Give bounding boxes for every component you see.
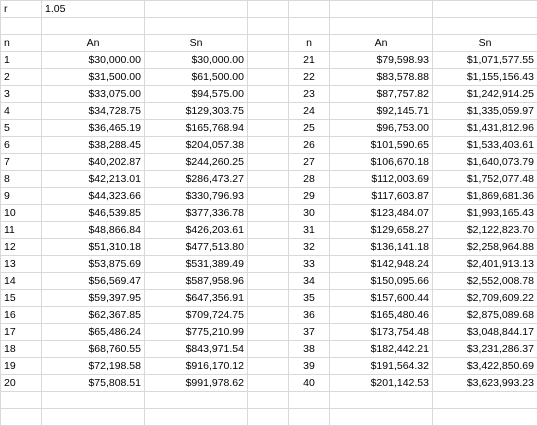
cell[interactable] [42,409,145,426]
cell-an[interactable]: $142,948.24 [330,256,433,273]
cell-an[interactable]: $56,569.47 [42,273,145,290]
cell-an[interactable]: $38,288.45 [42,137,145,154]
cell-an[interactable]: $157,600.44 [330,290,433,307]
cell[interactable] [248,69,289,86]
cell[interactable] [248,222,289,239]
cell[interactable] [1,18,42,35]
cell-n[interactable]: 10 [1,205,42,222]
cell[interactable] [248,1,289,18]
cell-sn[interactable]: $426,203.61 [145,222,248,239]
cell-an[interactable]: $87,757.82 [330,86,433,103]
cell-n[interactable]: 26 [289,137,330,154]
cell[interactable] [433,409,537,426]
table-row [1,341,537,358]
cell-an[interactable]: $75,808.51 [42,375,145,392]
cell[interactable] [248,358,289,375]
cell-n[interactable]: 15 [1,290,42,307]
cell-an[interactable]: $201,142.53 [330,375,433,392]
cell[interactable] [248,341,289,358]
cell[interactable] [42,18,145,35]
cell-sn[interactable]: $2,875,089.68 [433,307,537,324]
cell[interactable] [433,1,537,18]
cell-n[interactable]: 16 [1,307,42,324]
cell[interactable] [145,1,248,18]
cell-n[interactable]: 4 [1,103,42,120]
cell-n[interactable]: 29 [289,188,330,205]
cell-an[interactable]: $92,145.71 [330,103,433,120]
cell-sn[interactable]: $94,575.00 [145,86,248,103]
cell-sn[interactable]: $1,155,156.43 [433,69,537,86]
cell-an[interactable]: $129,658.27 [330,222,433,239]
cell-n[interactable]: 11 [1,222,42,239]
cell-n[interactable]: 13 [1,256,42,273]
table-row [1,239,537,256]
cell-n[interactable]: 35 [289,290,330,307]
spreadsheet-row [1,18,537,35]
cell-an[interactable]: $51,310.18 [42,239,145,256]
cell[interactable] [248,86,289,103]
table-row [1,171,537,188]
cell-sn[interactable]: $30,000.00 [145,52,248,69]
header-n-right[interactable]: n [289,35,330,52]
cell-sn[interactable]: $477,513.80 [145,239,248,256]
cell-an[interactable]: $106,670.18 [330,154,433,171]
cell-an[interactable]: $46,539.85 [42,205,145,222]
cell-an[interactable]: $165,480.46 [330,307,433,324]
cell[interactable] [248,103,289,120]
table-row [1,324,537,341]
cell-an[interactable]: $72,198.58 [42,358,145,375]
cell-n[interactable]: 17 [1,324,42,341]
cell[interactable] [145,409,248,426]
cell[interactable] [248,120,289,137]
header-an-right[interactable]: An [330,35,433,52]
cell-n[interactable]: 3 [1,86,42,103]
cell-sn[interactable]: $244,260.25 [145,154,248,171]
cell[interactable] [433,18,537,35]
cell-sn[interactable]: $61,500.00 [145,69,248,86]
cell-n[interactable]: 22 [289,69,330,86]
cell-sn[interactable]: $377,336.78 [145,205,248,222]
cell-n[interactable]: 9 [1,188,42,205]
table-row [1,290,537,307]
cell-an[interactable]: $40,202.87 [42,154,145,171]
header-sn-right[interactable]: Sn [433,35,537,52]
table-row [1,222,537,239]
cell-an[interactable]: $62,367.85 [42,307,145,324]
cell-n[interactable]: 18 [1,341,42,358]
cell[interactable] [248,256,289,273]
table-row [1,103,537,120]
cell-n[interactable]: 32 [289,239,330,256]
cell[interactable] [248,171,289,188]
cell-an[interactable]: $42,213.01 [42,171,145,188]
cell-an[interactable]: $150,095.66 [330,273,433,290]
cell-r-value[interactable]: 1.05 [42,1,145,18]
cell[interactable] [248,154,289,171]
cell-sn[interactable]: $1,640,073.79 [433,154,537,171]
cell-sn[interactable]: $3,422,850.69 [433,358,537,375]
cell[interactable] [289,392,330,409]
cell[interactable] [289,1,330,18]
cell[interactable] [248,239,289,256]
cell[interactable] [248,290,289,307]
cell-n[interactable]: 27 [289,154,330,171]
cell-n[interactable]: 23 [289,86,330,103]
cell-an[interactable]: $83,578.88 [330,69,433,86]
cell[interactable] [289,18,330,35]
cell-an[interactable]: $136,141.18 [330,239,433,256]
table-row [1,273,537,290]
cell[interactable] [248,137,289,154]
cell[interactable] [248,409,289,426]
cell-sn[interactable]: $2,401,913.13 [433,256,537,273]
cell[interactable] [145,18,248,35]
cell[interactable] [248,35,289,52]
table-row [1,154,537,171]
cell[interactable] [330,1,433,18]
cell-r-label[interactable]: r [1,1,42,18]
cell[interactable] [248,18,289,35]
cell-sn[interactable]: $1,752,077.48 [433,171,537,188]
cell-n[interactable]: 8 [1,171,42,188]
cell-sn[interactable]: $2,122,823.70 [433,222,537,239]
cell-an[interactable]: $53,875.69 [42,256,145,273]
cell-sn[interactable]: $1,335,059.97 [433,103,537,120]
cell-sn[interactable]: $165,768.94 [145,120,248,137]
cell-an[interactable]: $112,003.69 [330,171,433,188]
table-row [1,205,537,222]
cell-n[interactable]: 39 [289,358,330,375]
cell[interactable] [289,409,330,426]
cell-n[interactable]: 19 [1,358,42,375]
cell-an[interactable]: $79,598.93 [330,52,433,69]
cell-sn[interactable]: $1,869,681.36 [433,188,537,205]
cell-sn[interactable]: $3,623,993.23 [433,375,537,392]
table-row [1,375,537,392]
cell[interactable] [248,205,289,222]
header-an-left[interactable]: An [42,35,145,52]
cell-n[interactable]: 14 [1,273,42,290]
cell[interactable] [248,375,289,392]
cell[interactable] [248,392,289,409]
cell-sn[interactable]: $916,170.12 [145,358,248,375]
header-row [1,35,537,52]
cell-sn[interactable]: $531,389.49 [145,256,248,273]
cell-an[interactable]: $65,486.24 [42,324,145,341]
spreadsheet-row [1,409,537,426]
cell-n[interactable]: 5 [1,120,42,137]
cell[interactable] [145,392,248,409]
cell-sn[interactable]: $3,048,844.17 [433,324,537,341]
cell-sn[interactable]: $2,552,008.78 [433,273,537,290]
table-row [1,358,537,375]
table-row [1,137,537,154]
cell-sn[interactable]: $2,258,964.88 [433,239,537,256]
cell-n[interactable]: 38 [289,341,330,358]
cell-an[interactable]: $36,465.19 [42,120,145,137]
cell-sn[interactable]: $843,971.54 [145,341,248,358]
cell-n[interactable]: 25 [289,120,330,137]
cell-sn[interactable]: $129,303.75 [145,103,248,120]
cell-sn[interactable]: $1,071,577.55 [433,52,537,69]
cell-n[interactable]: 21 [289,52,330,69]
cell-n[interactable]: 28 [289,171,330,188]
cell[interactable] [433,392,537,409]
cell-sn[interactable]: $204,057.38 [145,137,248,154]
cell-an[interactable]: $59,397.95 [42,290,145,307]
cell-an[interactable]: $31,500.00 [42,69,145,86]
cell-an[interactable]: $182,442.21 [330,341,433,358]
cell-sn[interactable]: $1,242,914.25 [433,86,537,103]
cell-n[interactable]: 36 [289,307,330,324]
cell-an[interactable]: $123,484.07 [330,205,433,222]
cell-an[interactable]: $191,564.32 [330,358,433,375]
cell[interactable] [330,18,433,35]
cell[interactable] [1,409,42,426]
cell-an[interactable]: $68,760.55 [42,341,145,358]
header-sn-left[interactable]: Sn [145,35,248,52]
cell-n[interactable]: 1 [1,52,42,69]
cell-n[interactable]: 7 [1,154,42,171]
cell-sn[interactable]: $1,993,165.43 [433,205,537,222]
cell-an[interactable]: $30,000.00 [42,52,145,69]
cell-n[interactable]: 37 [289,324,330,341]
table-row [1,307,537,324]
cell-sn[interactable]: $991,978.62 [145,375,248,392]
cell-n[interactable]: 34 [289,273,330,290]
cell-sn[interactable]: $286,473.27 [145,171,248,188]
cell-n[interactable]: 12 [1,239,42,256]
cell-sn[interactable]: $587,958.96 [145,273,248,290]
cell-sn[interactable]: $709,724.75 [145,307,248,324]
spreadsheet-body [1,1,537,426]
table-row [1,52,537,69]
cell-n[interactable]: 30 [289,205,330,222]
header-n-left[interactable]: n [1,35,42,52]
cell[interactable] [248,273,289,290]
cell[interactable] [330,392,433,409]
cell-n[interactable]: 20 [1,375,42,392]
table-row [1,256,537,273]
cell-an[interactable]: $33,075.00 [42,86,145,103]
cell[interactable] [248,188,289,205]
cell-n[interactable]: 33 [289,256,330,273]
cell-sn[interactable]: $1,431,812.96 [433,120,537,137]
cell-sn[interactable]: $2,709,609.22 [433,290,537,307]
table-row [1,120,537,137]
cell[interactable] [1,392,42,409]
cell-an[interactable]: $117,603.87 [330,188,433,205]
cell[interactable] [248,324,289,341]
cell-n[interactable]: 2 [1,69,42,86]
cell[interactable] [330,409,433,426]
cell-sn[interactable]: $330,796.93 [145,188,248,205]
cell-an[interactable]: $101,590.65 [330,137,433,154]
cell-an[interactable]: $34,728.75 [42,103,145,120]
cell-sn[interactable]: $775,210.99 [145,324,248,341]
cell-sn[interactable]: $3,231,286.37 [433,341,537,358]
cell-sn[interactable]: $1,533,403.61 [433,137,537,154]
cell-an[interactable]: $173,754.48 [330,324,433,341]
cell-n[interactable]: 31 [289,222,330,239]
cell[interactable] [42,392,145,409]
cell-an[interactable]: $96,753.00 [330,120,433,137]
table-row [1,69,537,86]
cell[interactable] [248,307,289,324]
table-row [1,188,537,205]
cell[interactable] [248,52,289,69]
cell-sn[interactable]: $647,356.91 [145,290,248,307]
cell-an[interactable]: $44,323.66 [42,188,145,205]
cell-n[interactable]: 40 [289,375,330,392]
spreadsheet-row [1,1,537,18]
spreadsheet-row [1,392,537,409]
cell-n[interactable]: 24 [289,103,330,120]
cell-an[interactable]: $48,866.84 [42,222,145,239]
cell-n[interactable]: 6 [1,137,42,154]
table-row [1,86,537,103]
